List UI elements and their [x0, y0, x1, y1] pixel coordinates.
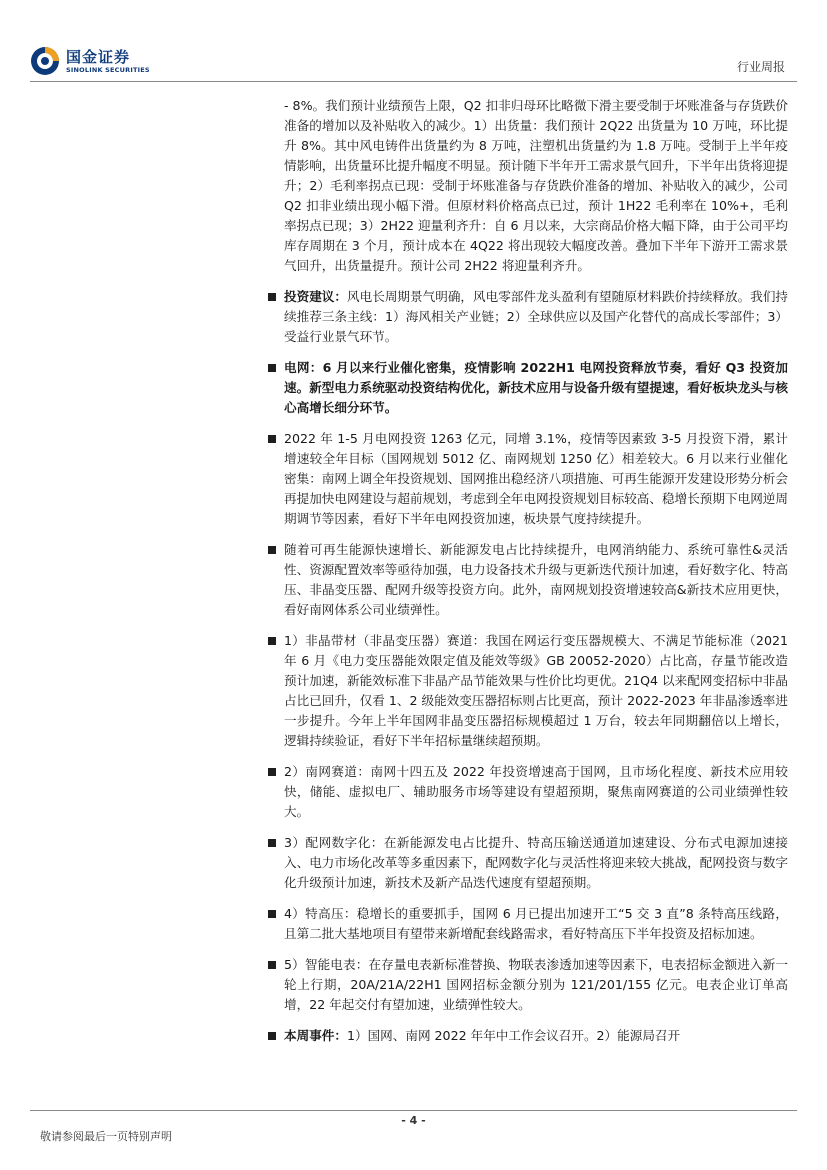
item-lead: 本周事件： [284, 1028, 347, 1043]
grid-investment-item [268, 429, 788, 529]
logo-text-en: SINOLINK SECURITIES [66, 66, 150, 74]
bullet-icon [268, 364, 276, 372]
bullet-icon [268, 637, 276, 645]
list-item [284, 358, 788, 418]
report-type: 行业周报 [736, 60, 785, 74]
item-text: 风电长周期景气明确，风电零部件龙头盈利有望随原材料跌价持续释放。我们持续推荐三条主线：1）海风相关产业链；2）全球供应以及国产化替代的高成长零部件；3）受益行业景气环节。 [284, 289, 789, 344]
uhv-item [268, 904, 788, 944]
bullet-icon [268, 1032, 276, 1040]
weekly-events-item [268, 1026, 788, 1046]
page-number: - 4 - [401, 1114, 426, 1127]
item-text: 6 月以来行业催化密集，疫情影响 2022H1 电网投资释放节奏，看好 Q3 投资加速。新型电力系统驱动投资结构优化，新技术应用与设备升级有望提速，看好板块龙头与核心高增长细分环节。 [284, 360, 788, 415]
item-text: 1）国网、南网 2022 年年中工作会议召开。2）能源局召开 [346, 1028, 681, 1043]
main-content [268, 96, 788, 1046]
amorphous-strip-item [268, 631, 788, 751]
page-header [0, 0, 827, 90]
footer-divider [30, 1110, 797, 1111]
list-item: 2022 年 1-5 月电网投资 1263 亿元，同增 3.1%，疫情等因素致 3-5 月投资下滑，累计增速较全年目标（国网规划 5012 亿、南网规划 1250 亿）相差较大。6 月以来行业催化密集：南网上调全年投资规划、国网推出稳经济八项措施、可再生能源开发建设形势分析会再提加快电网建设与超前规划，考虑到全年电网投资规划目标较高、稳增长预期下电网逆周期调节等因素，看好下半年电网投资加速，板块景气度持续提升。 [284, 431, 788, 526]
item-lead: 电网： [284, 360, 323, 375]
southern-grid-item [268, 762, 788, 822]
item-lead: 投资建议： [284, 289, 348, 304]
continuation-paragraph: - 8%。我们预计业绩预告上限，Q2 扣非归母环比略微下滑主要受制于坏账准备与存货跌价准备的增加以及补贴收入的减少。1）出货量：我们预计 2Q22 出货量为 10 万吨，环比提升 8%。其中风电铸件出货量约为 8 万吨，注塑机出货量约为 1.8 万吨。受制于上半年疫情影响，出货量环比提升幅度不明显。预计随下半年开工需求景气回升，下半年出货将迎提升；2）毛利率拐点已现：受制于坏账准备与存货跌价准备的增加、补贴收入的减少，公司 Q2 扣非业绩出现小幅下滑。但原材料价格高点已过，预计 1H22 毛利率在 10%+，毛利率拐点已现；3）2H22 迎量利齐升：自 6 月以来，大宗商品价格大幅下降，由于公司平均库存周期在 3 个月，预计成本在 4Q22 将出现较大幅度改善。叠加下半年下游开工需求景气回升，出货量提升。预计公司 2H22 将迎量利齐升。 [284, 98, 788, 273]
list-item: 4）特高压：稳增长的重要抓手，国网 6 月已提出加速开工“5 交 3 直”8 条特高压线路，且第二批大基地项目有望带来新增配套线路需求，看好特高压下半年投资及招标加速。 [284, 906, 788, 941]
list-item: 随着可再生能源快速增长、新能源发电占比持续提升，电网消纳能力、系统可靠性&灵活性、资源配置效率等亟待加强，电力设备技术升级与更新迭代预计加速，看好数字化、特高压、非晶变压器、配网升级等投资方向。此外，南网规划投资增速较高&新技术应用更快，看好南网体系公司业绩弹性。 [284, 542, 788, 617]
list-item [284, 287, 788, 347]
logo-text-cn: 国金证券 [66, 48, 131, 66]
logo-mark-icon [30, 46, 60, 76]
header-divider [30, 81, 797, 82]
grid-section-item [268, 358, 788, 418]
bullet-icon [268, 435, 276, 443]
list-item: 5）智能电表：在存量电表新标准替换、物联表渗透加速等因素下，电表招标金额进入新一轮上行期，20A/21A/22H1 国网招标金额分别为 121/201/155 亿元。电表企业订单高增，22 年起交付有望加速，业绩弹性较大。 [284, 957, 788, 1012]
smart-meter-item [268, 955, 788, 1015]
bullet-icon [268, 910, 276, 918]
list-item: 2）南网赛道：南网十四五及 2022 年投资增速高于国网，且市场化程度、新技术应用较快，储能、虚拟电厂、辅助服务市场等建设有望超预期，聚焦南网赛道的公司业绩弹性较大。 [284, 764, 788, 819]
list-item [284, 1026, 788, 1046]
bullet-icon [268, 961, 276, 969]
list-item: 3）配网数字化：在新能源发电占比提升、特高压输送通道加速建设、分布式电源加速接入、电力市场化改革等多重因素下，配网数字化与灵活性将迎来较大挑战，配网投资与数字化升级预计加速，新技术及新产品迭代速度有望超预期。 [284, 835, 788, 890]
bullet-icon [268, 768, 276, 776]
bullet-icon [268, 293, 276, 301]
investment-advice-item [268, 287, 788, 347]
distribution-digital-item [268, 833, 788, 893]
bullet-icon [268, 546, 276, 554]
list-item: 1）非晶带材（非晶变压器）赛道：我国在网运行变压器规模大、不满足节能标准（2021 年 6 月《电力变压器能效限定值及能效等级》GB 20052-2020）占比高，存量节能改造预计加速，新能效标准下非晶产品节能效果与性价比均更优。21Q4 以来配网变招标中非晶占比已回升，仅看 1、2 级能效变压器招标则占比更高，预计 2022-2023 年非晶渗透率进一步提升。今年上半年国网非晶变压器招标规模超过 1 万台，较去年同期翻倍以上增长，逻辑持续验证，看好下半年招标量继续超预期。 [284, 633, 788, 748]
renewable-growth-item [268, 540, 788, 620]
bullet-icon [268, 839, 276, 847]
footer-disclaimer: 敬请参阅最后一页特别声明 [40, 1130, 172, 1143]
company-logo [30, 44, 170, 80]
